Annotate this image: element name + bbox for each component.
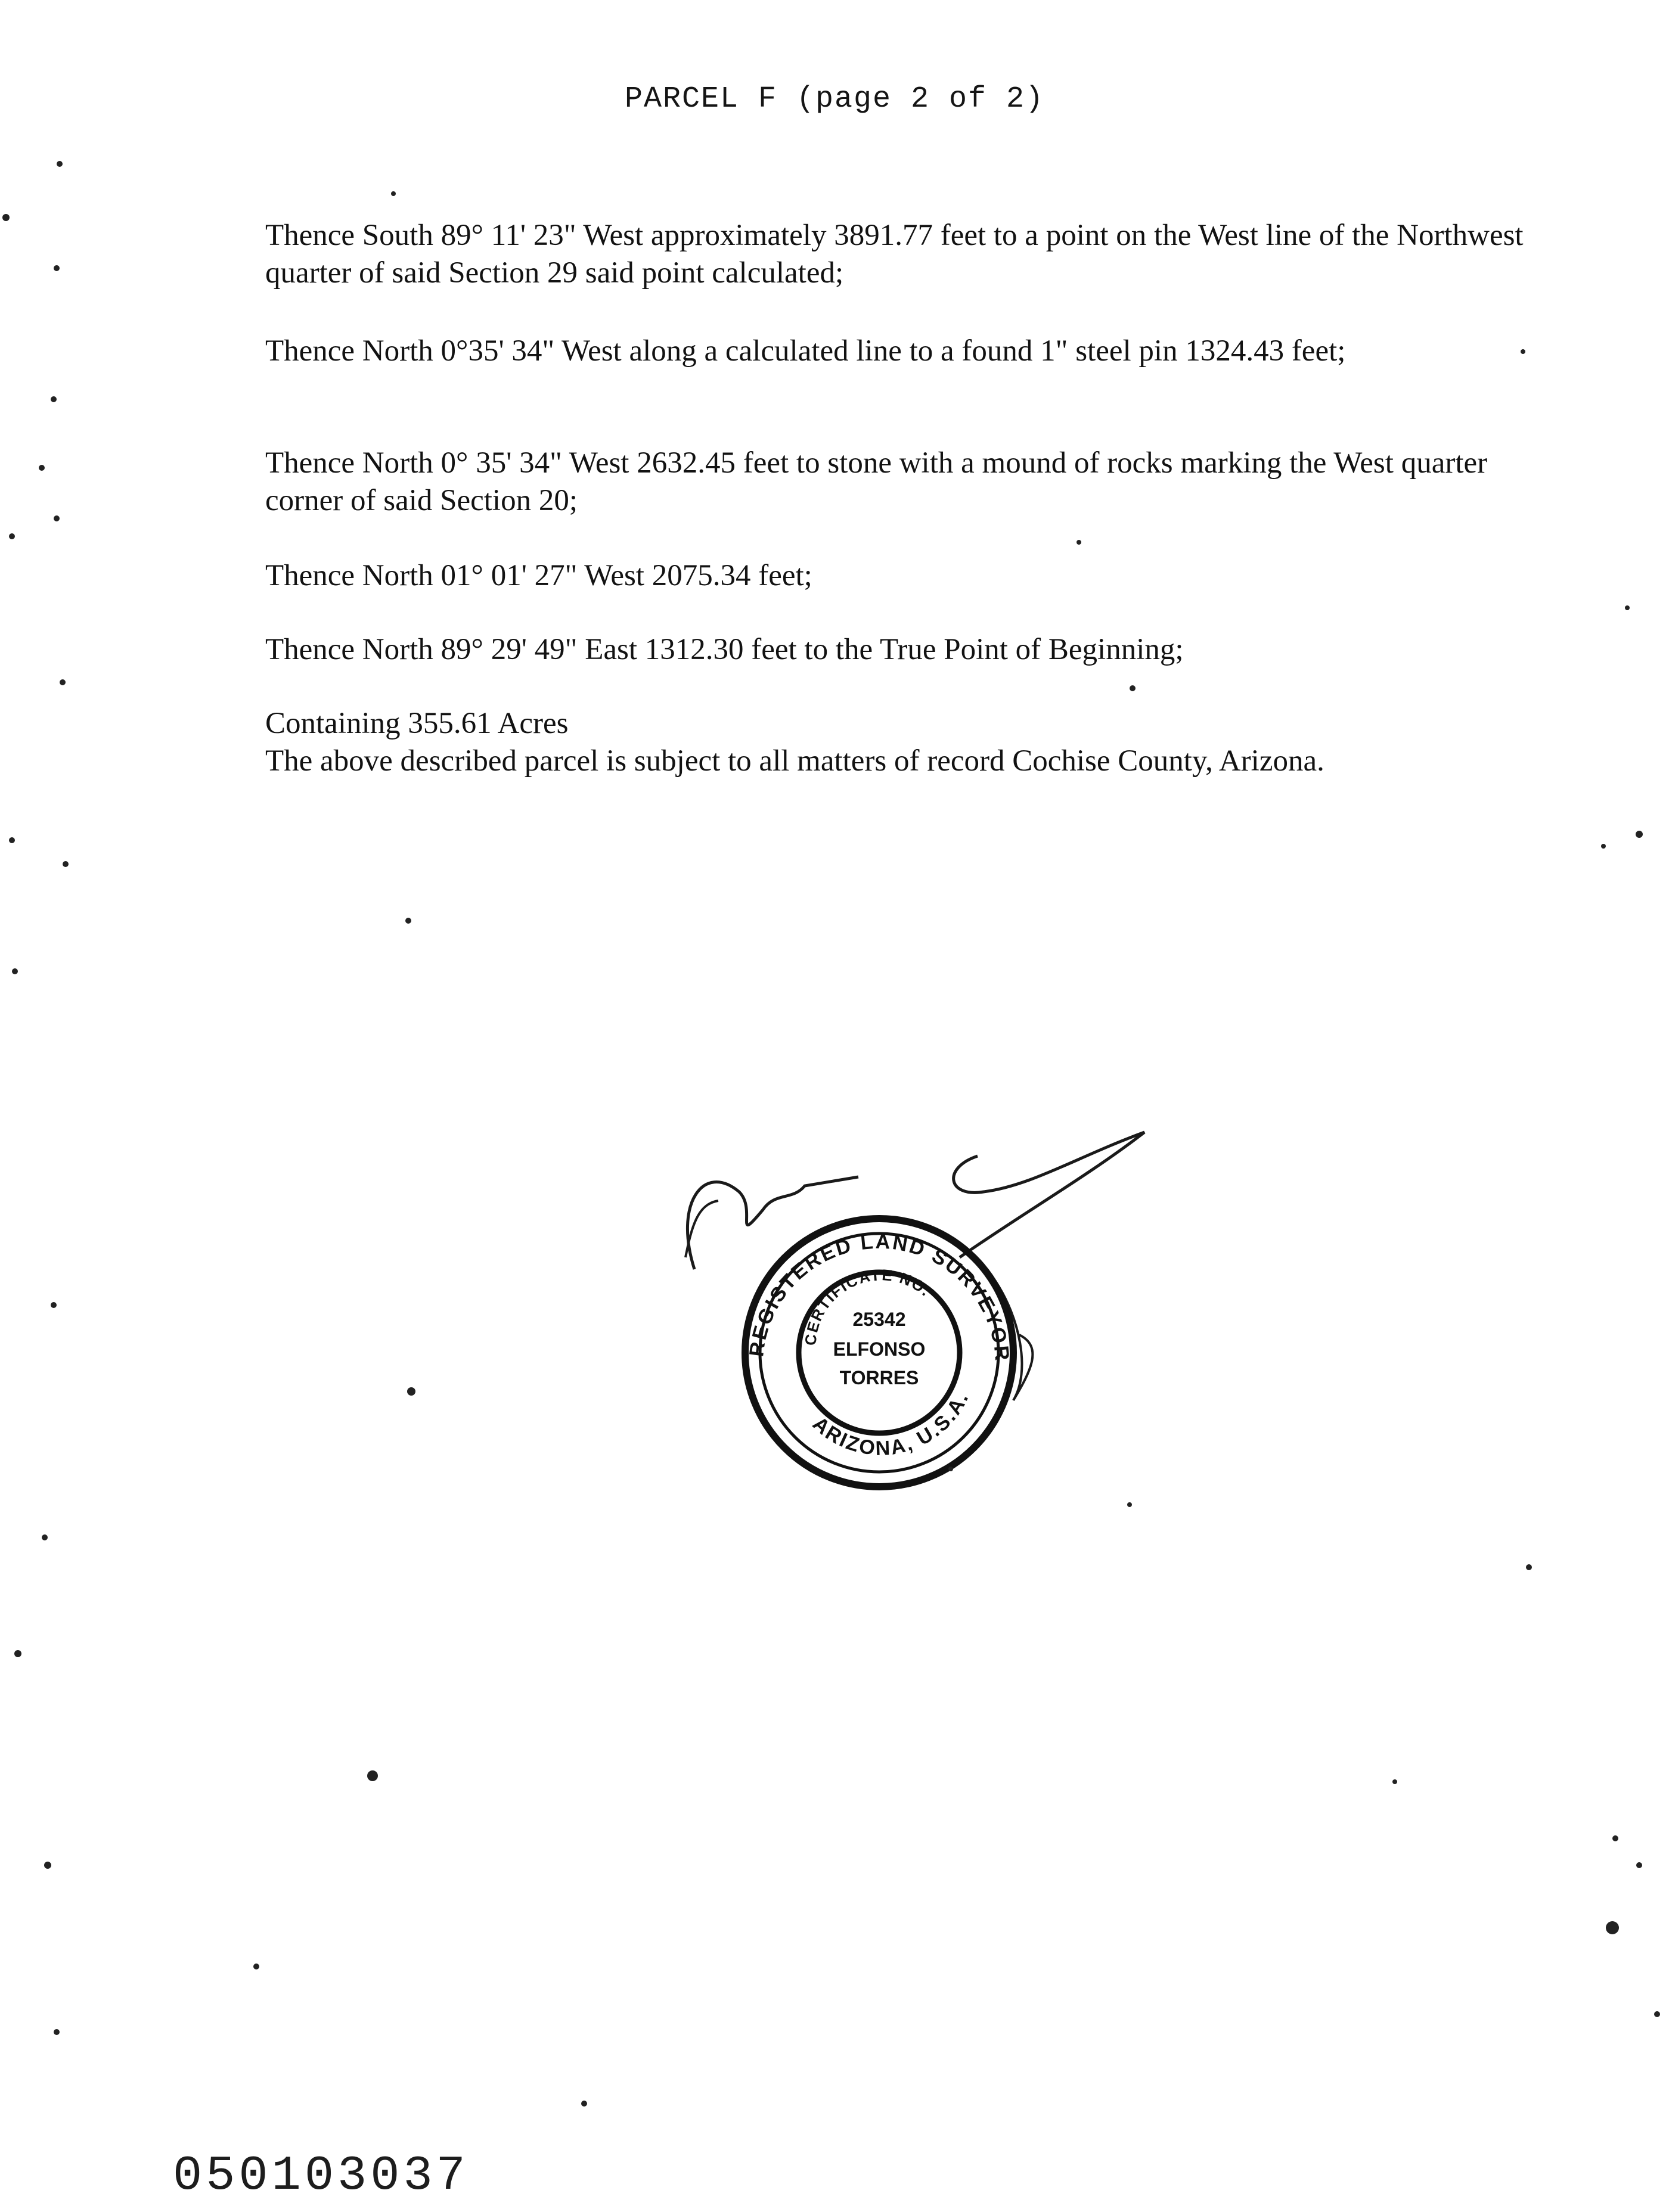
seal-certificate-number: 25342 [852,1309,906,1330]
surveyor-seal [662,1120,1168,1502]
legal-description-paragraph: Thence North 89° 29' 49" East 1312.30 feet to the True Point of Beginning; [265,633,1184,666]
record-note: The above described parcel is subject to all matters of record Cochise County, Arizona. [265,744,1324,778]
seal-graphic [662,1120,1168,1502]
legal-description-paragraph: Thence South 89° 11' 23" West approximately 3891.77 feet to a point on the West line of the Northwest quarter of said Section 29 said point calculated; [265,219,1524,290]
legal-description-paragraph: Thence North 0°35' 34" West along a calculated line to a found 1" steel pin 1324.43 feet; [265,334,1346,368]
legal-description-paragraph: Thence North 01° 01' 27" West 2075.34 feet; [265,559,812,592]
seal-name-first: ELFONSO [833,1338,926,1360]
seal-bottom-text: ARIZONA, U.S.A. [808,1388,974,1460]
page-title: PARCEL F (page 2 of 2) [624,82,1045,116]
seal-inner-text: CERTIFICATE NO. [801,1266,935,1347]
document-number: 050103037 [173,2148,469,2204]
acreage-line: Containing 355.61 Acres [265,707,569,740]
parcel-summary [265,705,1529,780]
legal-description-paragraph: Thence North 0° 35' 34" West 2632.45 feet to stone with a mound of rocks marking the West quarter corner of said Section 20; [265,446,1488,517]
seal-outer-text: REGISTERED LAND SURVEYOR [745,1230,1014,1363]
seal-name-last: TORRES [839,1367,919,1388]
